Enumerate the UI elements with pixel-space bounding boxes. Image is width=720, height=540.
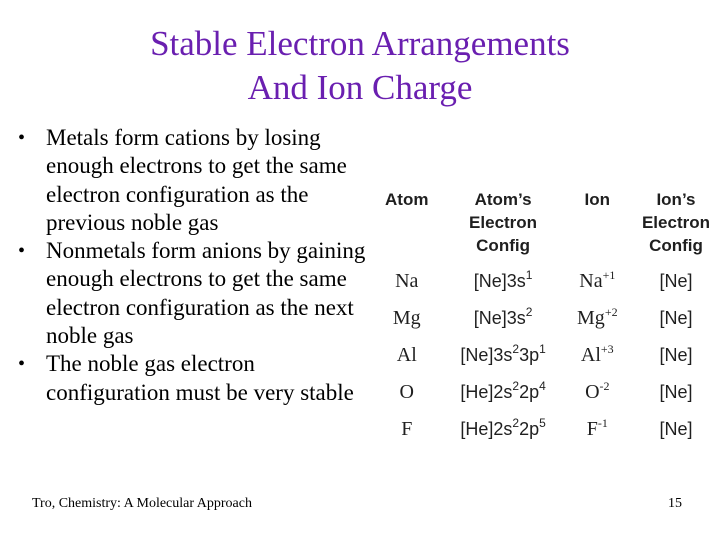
cell-atom: Mg: [392, 307, 421, 329]
header-atom-config: Atom’s Electron Config: [469, 190, 538, 255]
table-row: [370, 374, 720, 411]
table-body: [370, 263, 720, 448]
table-row: [370, 337, 720, 374]
slide-title-line-1: Stable Electron Arrangements: [150, 24, 570, 63]
config-superscript: 2: [512, 342, 520, 356]
cell-ion: [563, 411, 632, 448]
cell-ion: [563, 263, 632, 300]
ion-configuration-table: [370, 188, 720, 448]
config-superscript: 1: [539, 342, 546, 356]
ion-charge: -2: [599, 379, 610, 393]
table-row: [370, 300, 720, 337]
header-atom: Atom: [385, 190, 429, 209]
ion-symbol: Al: [580, 344, 601, 366]
config-superscript: 2: [525, 305, 533, 319]
bullet-text: The noble gas electron configuration must be very stable: [46, 351, 354, 405]
bullet-icon: •: [18, 240, 26, 263]
config-superscript: 1: [525, 268, 533, 282]
header-ion: Ion: [584, 190, 611, 209]
bullet-item: [18, 124, 368, 237]
config-text: [Ne]3s: [473, 308, 526, 328]
bullet-list: [18, 124, 368, 407]
ion-charge: -1: [597, 416, 608, 430]
cell-atom: Al: [396, 344, 417, 366]
config-text: [He]2s: [460, 419, 513, 439]
table-row: [370, 263, 720, 300]
config-text: 2p: [519, 382, 540, 402]
ion-symbol: F: [586, 418, 598, 440]
ion-charge: +1: [602, 268, 616, 282]
config-superscript: 2: [512, 416, 520, 430]
config-superscript: 2: [512, 379, 520, 393]
ion-symbol: Na: [579, 270, 603, 292]
cell-ion-config: [Ne]: [659, 308, 693, 328]
bullet-icon: •: [18, 353, 26, 376]
slide-title: [0, 22, 720, 110]
bullet-icon: •: [18, 127, 26, 149]
config-superscript: 5: [539, 416, 546, 430]
cell-atom: O: [399, 381, 414, 403]
bullet-item: [18, 237, 368, 350]
table-header-row: [370, 188, 720, 263]
cell-atom-config: [444, 374, 563, 411]
ion-symbol: O: [585, 381, 600, 403]
cell-ion: [563, 300, 632, 337]
bullet-text: Metals form cations by losing enough electrons to get the same electron configuration as the previous noble gas: [46, 125, 347, 235]
cell-atom-config: [444, 263, 563, 300]
cell-ion: [563, 374, 632, 411]
page-number: 15: [668, 496, 682, 511]
cell-ion-config: [Ne]: [659, 382, 693, 402]
config-superscript: 4: [539, 379, 546, 393]
bullet-text: Nonmetals form anions by gaining enough electrons to get the same electron configuration as the next noble gas: [46, 238, 366, 349]
ion-charge: +3: [600, 342, 614, 356]
config-text: [Ne]3s: [473, 271, 526, 291]
slide-title-line-2: And Ion Charge: [247, 68, 473, 107]
config-text: 3p: [519, 345, 540, 365]
config-text: 2p: [519, 419, 540, 439]
config-text: [Ne]3s: [460, 345, 513, 365]
ion-charge: +2: [604, 305, 618, 319]
table-row: [370, 411, 720, 448]
ion-symbol: Mg: [577, 307, 605, 329]
cell-ion: [563, 337, 632, 374]
header-ion-config: Ion’s Electron Config: [641, 190, 710, 255]
cell-atom-config: [444, 300, 563, 337]
cell-ion-config: [Ne]: [659, 345, 693, 365]
bullet-item: [18, 350, 368, 407]
cell-atom: F: [401, 418, 413, 440]
cell-atom-config: [444, 411, 563, 448]
cell-ion-config: [Ne]: [659, 271, 693, 291]
footer-source: Tro, Chemistry: A Molecular Approach: [32, 496, 252, 511]
cell-ion-config: [Ne]: [659, 419, 693, 439]
config-text: [He]2s: [460, 382, 513, 402]
cell-atom: Na: [395, 270, 419, 292]
cell-atom-config: [444, 337, 563, 374]
